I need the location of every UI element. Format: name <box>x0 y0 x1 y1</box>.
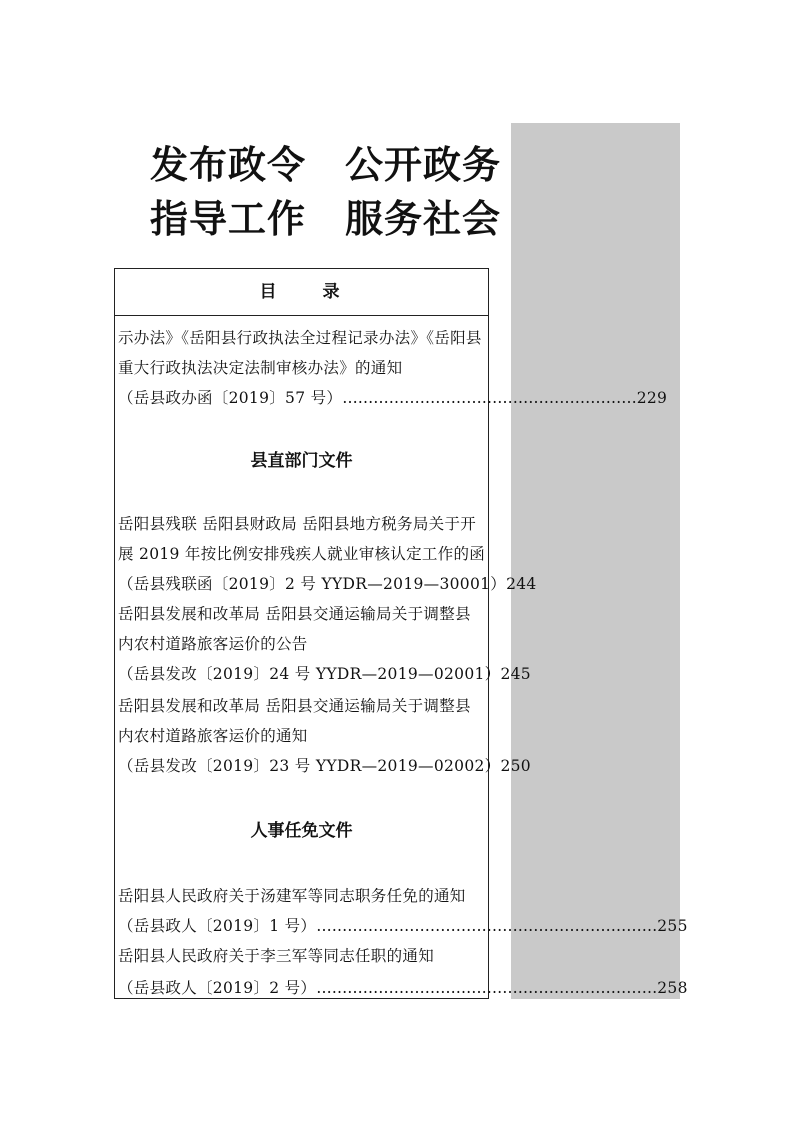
leader-dots: ………………………………………………………… <box>316 979 658 997</box>
toc-entry-ref-line[interactable] <box>118 978 688 998</box>
page-number: 245 <box>500 665 531 683</box>
leader-dots: ………………………………………………… <box>342 389 637 407</box>
table-of-contents <box>114 268 688 999</box>
toc-entry-line[interactable]: 内农村道路旅客运价的通知 <box>118 727 308 745</box>
page-number: 258 <box>657 979 688 997</box>
toc-entry-ref-line[interactable] <box>118 574 537 594</box>
slogan-line-1: 发布政令 公开政务 <box>150 143 502 187</box>
toc-entry-line[interactable]: 示办法》《岳阳县行政执法全过程记录办法》《岳阳县 <box>118 329 482 347</box>
page-number: 255 <box>657 917 688 935</box>
slogan-line-2: 指导工作 服务社会 <box>150 197 502 241</box>
toc-entry-ref-line[interactable] <box>118 756 531 776</box>
doc-ref: （岳县政人〔2019〕1 号） <box>118 917 317 935</box>
doc-ref: （岳县残联函〔2019〕2 号 YYDR—2019—30001） <box>118 575 507 593</box>
toc-title: 目 录 <box>115 269 488 316</box>
toc-entry-line[interactable]: 重大行政执法决定法制审核办法》的通知 <box>118 359 403 377</box>
doc-ref: （岳县发改〔2019〕24 号 YYDR—2019—02001） <box>118 665 501 683</box>
doc-ref: （岳县政人〔2019〕2 号） <box>118 979 317 997</box>
leader-dots: ………………………………………………………… <box>316 917 658 935</box>
toc-entry-line[interactable]: 内农村道路旅客运价的公告 <box>118 635 308 653</box>
toc-entry-line[interactable]: 岳阳县人民政府关于汤建军等同志职务任免的通知 <box>118 887 466 905</box>
gray-side-panel <box>511 123 680 999</box>
toc-entry-line[interactable]: 岳阳县发展和改革局 岳阳县交通运输局关于调整县 <box>118 605 471 623</box>
section-heading: 人事任免文件 <box>250 821 353 841</box>
doc-ref: （岳县发改〔2019〕23 号 YYDR—2019—02002） <box>118 757 501 775</box>
toc-entry-ref-line[interactable] <box>118 916 688 936</box>
doc-ref: （岳县政办函〔2019〕57 号） <box>118 389 343 407</box>
toc-entry-line[interactable]: 岳阳县人民政府关于李三军等同志任职的通知 <box>118 947 435 965</box>
page-number: 250 <box>500 757 531 775</box>
toc-entry-ref-line[interactable] <box>118 664 531 684</box>
toc-entry-line[interactable]: 展 2019 年按比例安排残疾人就业审核认定工作的函 <box>118 545 486 563</box>
toc-entry-ref-line[interactable] <box>118 388 668 408</box>
toc-entry-line[interactable]: 岳阳县发展和改革局 岳阳县交通运输局关于调整县 <box>118 697 471 715</box>
section-heading: 县直部门文件 <box>250 451 353 471</box>
toc-entry-line[interactable]: 岳阳县残联 岳阳县财政局 岳阳县地方税务局关于开 <box>118 515 477 533</box>
page-number: 229 <box>636 389 668 407</box>
page-number: 244 <box>506 575 537 593</box>
